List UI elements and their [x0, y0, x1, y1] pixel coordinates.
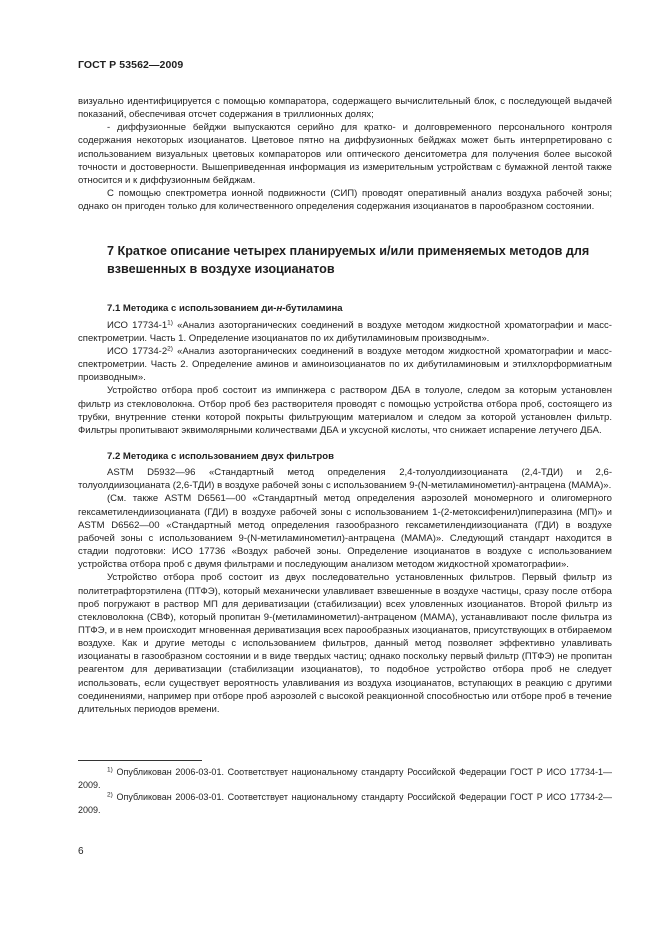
footnote-mark-1: 1)	[167, 319, 173, 327]
footnote-mark-2: 2)	[167, 345, 173, 353]
footnote-divider	[78, 760, 202, 761]
standard-header: ГОСТ Р 53562—2009	[78, 59, 184, 71]
iso-17734-2-title: «Анализ азоторганических соединений в воздухе методом жидкостной хроматографии и масс-спектрометрии. Часть 2. Определение аминов и аминоизоцианатов по их дибутиламиновым и этилхлорформиатным производным».	[78, 345, 612, 384]
iso-17734-1-title: «Анализ азоторганических соединений в воздухе методом жидкостной хроматографии и масс-спектрометрии. Часть 1. Определение изоцианатов по их дибутиламиновым производным».	[78, 319, 612, 344]
subsection-7-1-paragraph: Устройство отбора проб состоит из импинжера с раствором ДБА в толуоле, следом за которым установлен фильтр из стекловолокна. Отбор проб без растворителя проводят с помощью устройства отбора проб, состоящего из трубки, внутренние стенки которой покрыты фильтрующим материалом и следом за которой установлен фильтр. Фильтры пропитывают эквимолярными количествами ДБА и уксусной кислоты, что снижает испарение летучего ДБА.	[78, 385, 612, 436]
footnote-2	[78, 791, 612, 816]
intro-paragraph-1: визуально идентифицируется с помощью компаратора, содержащего вычислительный блок, с последующей выдачей показаний, обеспечивая отсчет содержания в триллионных долях;	[78, 96, 612, 121]
iso-17734-2-code: ИСО 17734-2	[107, 345, 168, 357]
footnote-1	[78, 766, 612, 791]
iso-17734-1-code: ИСО 17734-1	[107, 319, 168, 331]
section-7-title: 7 Краткое описание четырех планируемых и/или применяемых методов для взвешенных в воздухе изоцианатов	[107, 244, 590, 276]
footnote-1-mark: 1)	[107, 766, 113, 774]
intro-paragraph-2: - диффузионные бейджи выпускаются серийно для кратко- и долговременного персонального контроля содержания некоторых изоцианатов. Цветовое пятно на диффузионных бейджах может быть интерпретировано с использованием визуальных цветовых компараторов или оптического денситометра для получения более высокой точности и достоверности. Вышеприведенная информация из измерительным устройствам с бумажной лентой также относится и к диффузионным бейджам.	[78, 122, 612, 186]
subsection-7-1-title-prefix: 7.1 Методика с использованием ди-	[107, 303, 277, 315]
subsection-7-1-title	[78, 302, 612, 315]
page-number: 6	[78, 846, 84, 857]
footnote-2-mark: 2)	[107, 791, 113, 799]
footnote-2-text: Опубликован 2006-03-01. Соответствует национальному стандарту Российской Федерации ГОСТ Р ИСО 17734-2—2009.	[78, 792, 612, 815]
iso-17734-1-reference	[78, 319, 612, 345]
intro-paragraph-3: С помощью спектрометра ионной подвижности (СИП) проводят оперативный анализ воздуха рабочей зоны; однако он пригоден только для количественного определения содержания изоцианатов в парообразном состоянии.	[78, 188, 612, 213]
astm-d5932-reference: ASTM D5932—96 «Стандартный метод определения 2,4-толуолдиизоцианата (2,4-ТДИ) и 2,6-толуолдиизоцианата (2,6-ТДИ) в воздухе рабочей зоны с использованием 9-(N-метиламинометил)-антрацена (МАМА)».	[78, 467, 612, 492]
subsection-7-1-title-suffix: -бутиламина	[282, 303, 343, 315]
iso-17734-2-reference	[78, 345, 612, 384]
footnotes	[78, 766, 612, 816]
subsection-7-2-paragraph: Устройство отбора проб состоит из двух последовательно установленных фильтров. Первый фильтр из политетрафторэтилена (ПТФЭ), который механически улавливает взвешенные в воздухе частицы, сразу после отбора проб погружают в раствор МП для дериватизации (стабилизации) всех уловленных изоцианатов. Второй фильтр из стекловолокна (СВФ), который пропитан 9-(метиламинометил)-антраценом (МАМА), устанавливают после фильтра из ПТФЭ, и в нем происходит мгновенная дериватизация всех парообразных изоцианатов, присутствующих в отбираемом воздухе. Как и другие методы с использованием фильтров, данный метод позволяет эффективно улавливать изоцианаты в газообразном состоянии и в виде твердых частиц; однако поскольку первый фильтр (ПТФЭ) не пропитан реагентом для дериватизации (стабилизации изоцианатов), то подобное устройство отбора проб не следует использовать, если существует вероятность улавливания из воздуха изоцианатов, вступающих в реакцию с другими соединениями, например при отборе проб аэрозолей с высокой реакционной способностью или отборе проб в течение длительных периодов времени.	[78, 572, 612, 715]
subsection-7-2-title: 7.2 Методика с использованием двух фильтров	[107, 450, 334, 462]
footnote-1-text: Опубликован 2006-03-01. Соответствует национальному стандарту Российской Федерации ГОСТ Р ИСО 17734-1—2009.	[78, 767, 612, 790]
astm-see-also-paragraph: (См. также ASTM D6561—00 «Стандартный метод определения аэрозолей мономерного и олигомерного гексаметилендиизоцианата (ГДИ) в воздухе рабочей зоны с использованием 1-(2-метоксифенил)пиперазина (МП)» и ASTM D6562—00 «Стандартный метод определения газообразного гексаметилендиизоцианата (ГДИ) в воздухе рабочей зоны с использованием 9-(N-метиламинометил)-антрацена (МАМА)». Следующий стандарт находится в стадии подготовки: ИСО 17736 «Воздух рабочей зоны. Определение изоцианатов в воздухе с использованием устройства отбора проб с двумя фильтрами и последующим анализом методом жидкостной хроматографии».	[78, 493, 612, 571]
page-body	[78, 95, 612, 716]
subsection-7-1-title-italic: н	[276, 303, 283, 315]
